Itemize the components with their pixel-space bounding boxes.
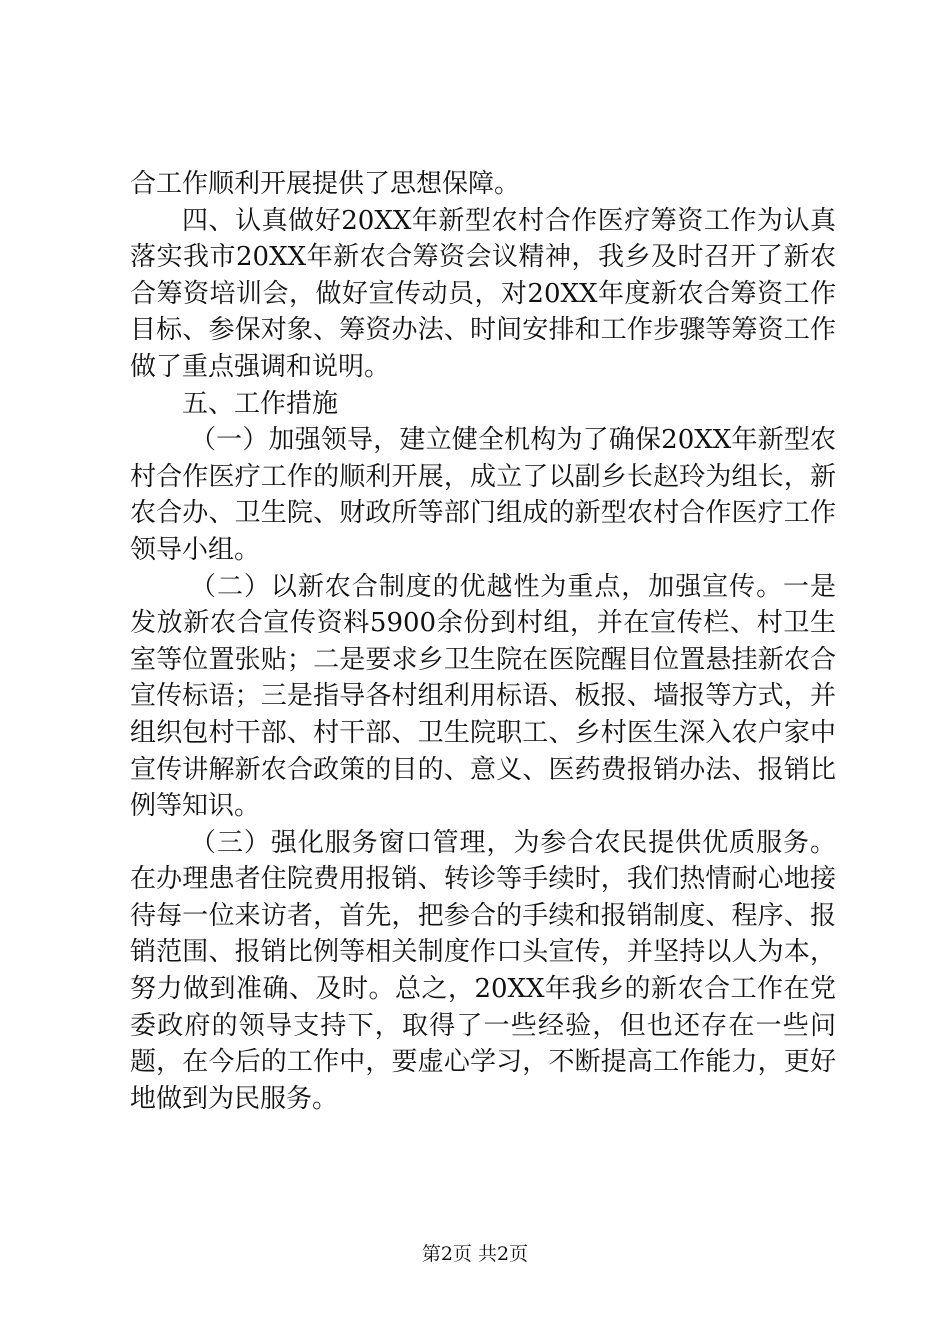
paragraph-measure-one: （一）加强领导，建立健全机构为了确保20XX年新型农村合作医疗工作的顺利开展，成立了以副乡长赵玲为组长，新农合办、卫生院、财政所等部门组成的新型农村合作医疗工作领导小组。 (130, 425, 836, 565)
paragraph-measure-two: （二）以新农合制度的优越性为重点，加强宣传。一是发放新农合宣传资料5900余份到村组，并在宣传栏、村卫生室等位置张贴；二是要求乡卫生院在医院醒目位置悬挂新农合宣传标语；三是指导各村组利用标语、板报、墙报等方式，并组织包村干部、村干部、卫生院职工、乡村医生深入农户家中宣传讲解新农合政策的目的、意义、医药费报销办法、报销比例等知识。 (130, 571, 836, 822)
page-number-footer: 第2页 共2页 (421, 1243, 529, 1265)
document-body (130, 166, 836, 1117)
heading-section-five: 五、工作措施 (182, 388, 339, 419)
paragraph-section-four: 四、认真做好20XX年新型农村合作医疗筹资工作为认真落实我市20XX年新农合筹资会议精神，我乡及时召开了新农合筹资培训会，做好宣传动员，对20XX年度新农合筹资工作目标、参保对象、筹资办法、时间安排和工作步骤等筹资工作做了重点强调和说明。 (130, 205, 836, 382)
paragraph-measure-three: （三）强化服务窗口管理，为参合农民提供优质服务。在办理患者住院费用报销、转诊等手续时，我们热情耐心地接待每一位来访者，首先，把参合的手续和报销制度、程序、报销范围、报销比例等相关制度作口头宣传，并坚持以人为本，努力做到准确、及时。总之，20XX年我乡的新农合工作在党委政府的领导支持下，取得了一些经验，但也还存在一些问题，在今后的工作中，要虚心学习，不断提高工作能力，更好地做到为民服务。 (130, 827, 836, 1114)
paragraph-continuation: 合工作顺利开展提供了思想保障。 (130, 169, 521, 199)
